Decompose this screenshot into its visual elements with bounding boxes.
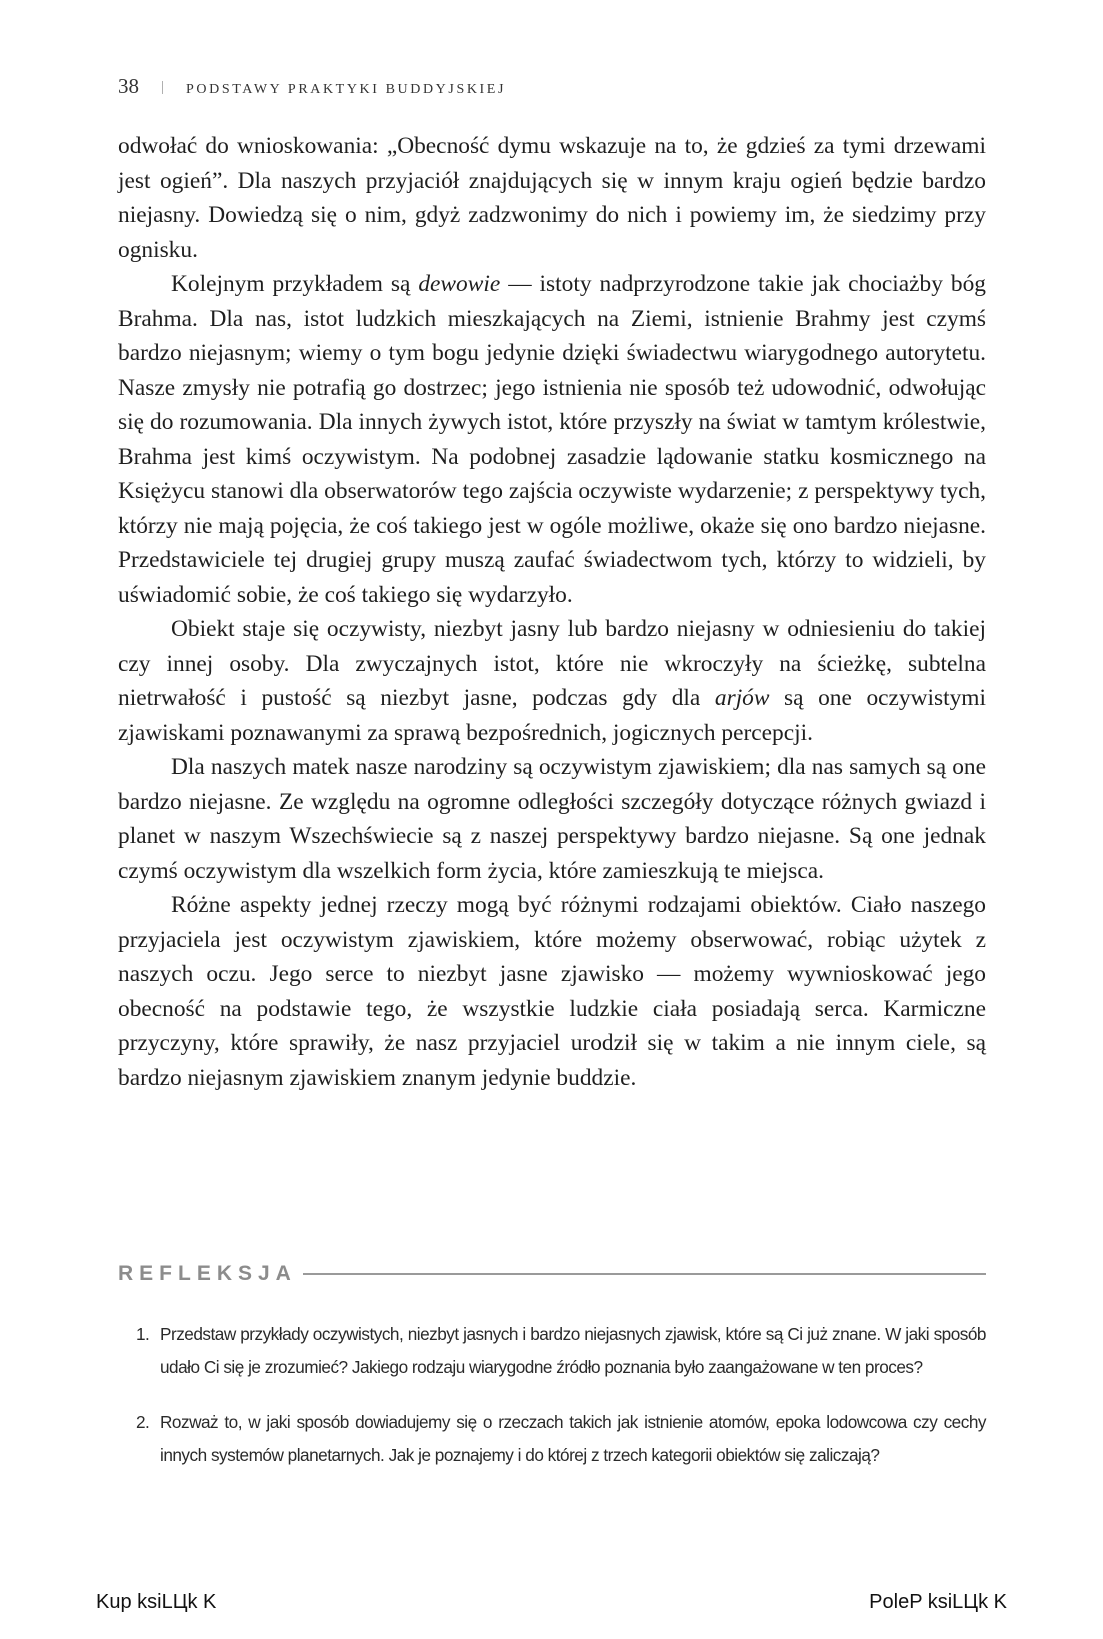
reflection-item-text: Rozważ to, w jaki sposób dowiadujemy się o rzeczach takich jak istnienie atomów, epoka lodowcowa czy cechy innych systemów planetarnych. Jak je poznajemy i do której z trzech kategorii obiektów się zaliczają? bbox=[160, 1412, 986, 1465]
paragraph-3-rest: są one oczywistymi zjawiskami poznawanymi za sprawą bezpośrednich, jogicznych percepcji. bbox=[118, 685, 986, 746]
paragraph-3-start: Obiekt staje się oczywisty, niezbyt jasny lub bardzo niejasny w odniesieniu do takiej czy innej osoby. Dla zwyczajnych istot, które nie wkroczyły na ścieżkę, subtelna nietrwałość i pustość są niezbyt jasne, podczas gdy dla bbox=[118, 616, 986, 711]
paragraph-2-rest: — istoty nadprzyrodzone takie jak chociażby bóg Brahma. Dla nas, istot ludzkich mieszkających na Ziemi, istnienie Brahmy jest czymś bardzo niejasnym; wiemy o tym bogu jedynie dzięki świadectwu wiarygodnego autorytetu. Nasze zmysły nie potrafią go dostrzec; jego istnienia nie sposób też udowodnić, odwołując się do rozumowania. Dla innych żywych istot, które przyszły na świat w tamtym królestwie, Brahma jest kimś oczywistym. Na podobnej zasadzie lądowanie statku kosmicznego na Księżycu stanowi dla obserwatorów tego zajścia oczywiste wydarzenie; z perspektywy tych, którzy nie mają pojęcia, że coś takiego jest w ogóle możliwe, okaże się ono bardzo niejasne. Przedstawiciele tej drugiej grupy muszą zaufać świadectwom tych, którzy to widzieli, by uświadomić sobie, że coś takiego się wydarzyło. bbox=[118, 271, 986, 608]
paragraph-2 bbox=[118, 267, 986, 612]
header-separator: | bbox=[161, 79, 165, 95]
paragraph-3 bbox=[118, 612, 986, 750]
reflection-title: REFLEKSJA bbox=[118, 1262, 297, 1285]
reflection-item bbox=[136, 1318, 986, 1384]
reflection-item-number: 2. bbox=[136, 1412, 150, 1432]
buy-book-link[interactable]: Kup ksiLЦk K bbox=[96, 1591, 217, 1613]
reflection-header bbox=[118, 1262, 986, 1286]
reflection-divider bbox=[303, 1273, 986, 1275]
paragraph-4: Dla naszych matek nasze narodziny są oczywistym zjawiskiem; dla nas samych są one bardzo niejasne. Ze względu na ogromne odległości szczegóły dotyczące różnych gwiazd i planet w naszym Wszechświecie są z naszej perspektywy bardzo niejasne. Są one jednak czymś oczywistym dla wszelkich form życia, które zamieszkują te miejsca. bbox=[118, 754, 986, 884]
term-dewowie: dewowie bbox=[418, 271, 501, 297]
term-arjow: arjów bbox=[714, 685, 770, 711]
reflection-item-text: Przedstaw przykłady oczywistych, niezbyt jasnych i bardzo niejasnych zjawisk, które są Ci już znane. W jaki sposób udało Ci się je zrozumieć? Jakiego rodzaju wiarygodne źródło poznania było zaangażowane w ten proces? bbox=[160, 1324, 986, 1377]
page-number: 38 bbox=[118, 74, 139, 98]
paragraph-1: odwołać do wnioskowania: „Obecność dymu wskazuje na to, że gdzieś za tymi drzewami jest ogień”. Dla naszych przyjaciół znajdujących się w innym kraju ogień będzie bardzo niejasny. Dowiedzą się o nim, gdyż zadzwonimy do nich i powiemy im, że siedzimy przy ognisku. bbox=[118, 133, 986, 263]
body-text bbox=[118, 129, 986, 1095]
reflection-item-number: 1. bbox=[136, 1324, 150, 1344]
reflection-list bbox=[136, 1318, 986, 1494]
reflection-item bbox=[136, 1406, 986, 1472]
paragraph-2-start: Kolejnym przykładem są bbox=[171, 271, 419, 297]
page-header bbox=[118, 74, 506, 99]
running-title: PODSTAWY PRAKTYKI BUDDYJSKIEJ bbox=[186, 82, 506, 97]
recommend-book-link[interactable]: PoleP ksiLЦk K bbox=[869, 1591, 1007, 1613]
paragraph-5: Różne aspekty jednej rzeczy mogą być różnymi rodzajami obiektów. Ciało naszego przyjaciela jest oczywistym zjawiskiem, które możemy obserwować, robiąc użytek z naszych oczu. Jego serce to niezbyt jasne zjawisko — możemy wywnioskować jego obecność na podstawie tego, że wszystkie ludzkie ciała posiadają serca. Karmiczne przyczyny, które sprawiły, że nasz przyjaciel urodził się w takim a nie innym ciele, są bardzo niejasnym zjawiskiem znanym jedynie buddzie. bbox=[118, 892, 986, 1091]
